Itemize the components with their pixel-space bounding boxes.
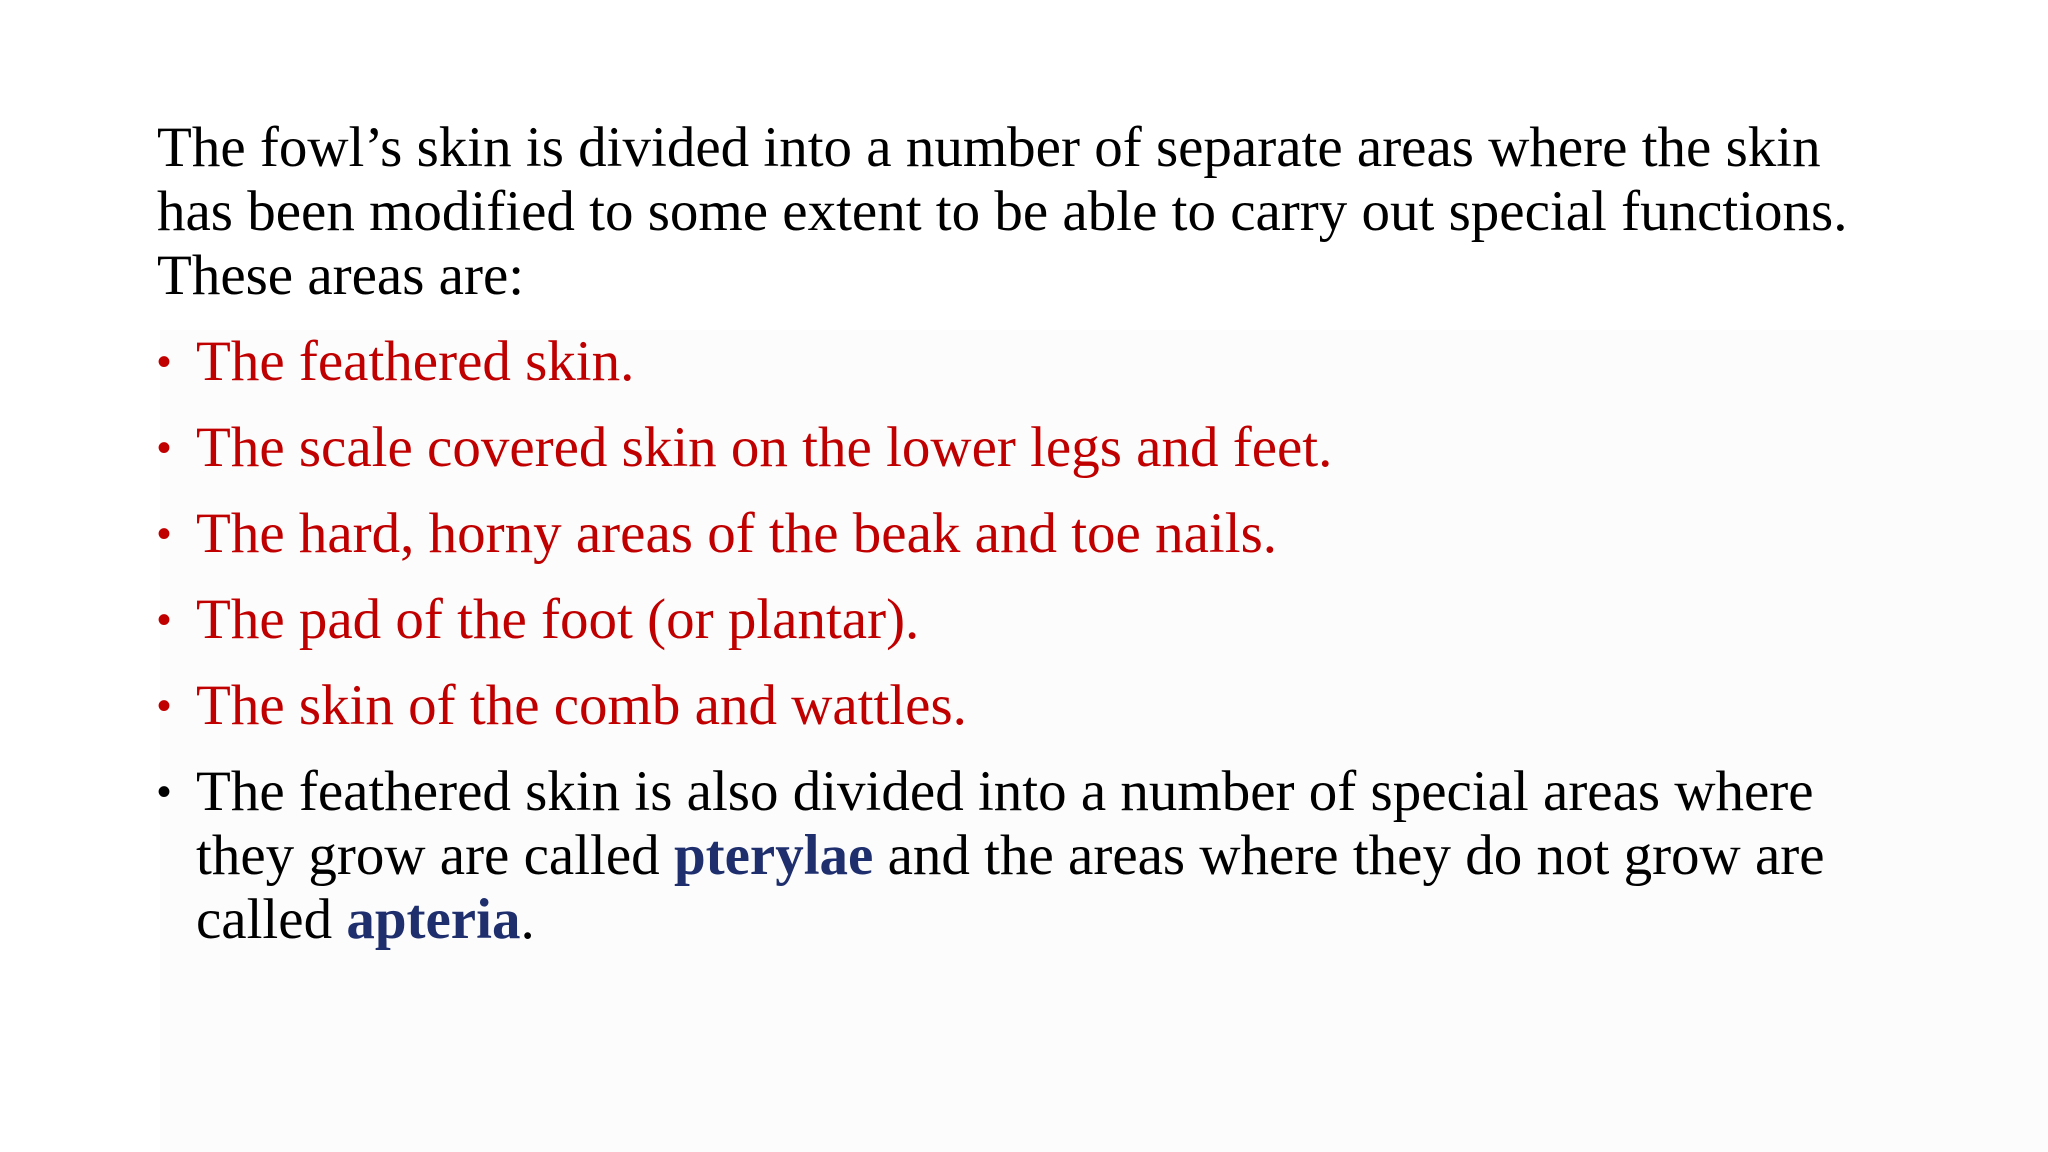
list-item-feather-areas <box>157 760 1917 952</box>
list-item-text: The feathered skin. <box>196 330 635 393</box>
bullet-list <box>157 330 1917 974</box>
list-item-text: The pad of the foot (or plantar). <box>196 588 920 651</box>
bullet-icon: • <box>157 770 172 814</box>
bullet-icon: • <box>157 340 172 384</box>
bullet-icon: • <box>157 684 172 728</box>
list-item <box>157 502 1917 566</box>
intro-paragraph: The fowl’s skin is divided into a number of separate areas where the skin has been modified to some extent to be able to carry out special functions. These areas are: <box>157 116 1848 307</box>
list-item-text: The skin of the comb and wattles. <box>196 674 967 737</box>
bullet-icon: • <box>157 426 172 470</box>
term-pterylae: pterylae <box>673 824 874 887</box>
list-item <box>157 674 1917 738</box>
feather-areas-text-part1: The feathered skin is also divided into a number of special areas where they grow are called <box>196 760 1814 887</box>
feather-areas-text-part3: . <box>520 888 535 951</box>
term-apteria: apteria <box>346 888 521 951</box>
bullet-icon: • <box>157 512 172 556</box>
feather-areas-text-part2: and the areas where they do not grow are called <box>196 824 1825 951</box>
list-item <box>157 330 1917 394</box>
list-item-text: The hard, horny areas of the beak and toe nails. <box>196 502 1277 565</box>
list-item <box>157 588 1917 652</box>
bullet-icon: • <box>157 598 172 642</box>
list-item-text: The scale covered skin on the lower legs and feet. <box>196 416 1333 479</box>
list-item <box>157 416 1917 480</box>
